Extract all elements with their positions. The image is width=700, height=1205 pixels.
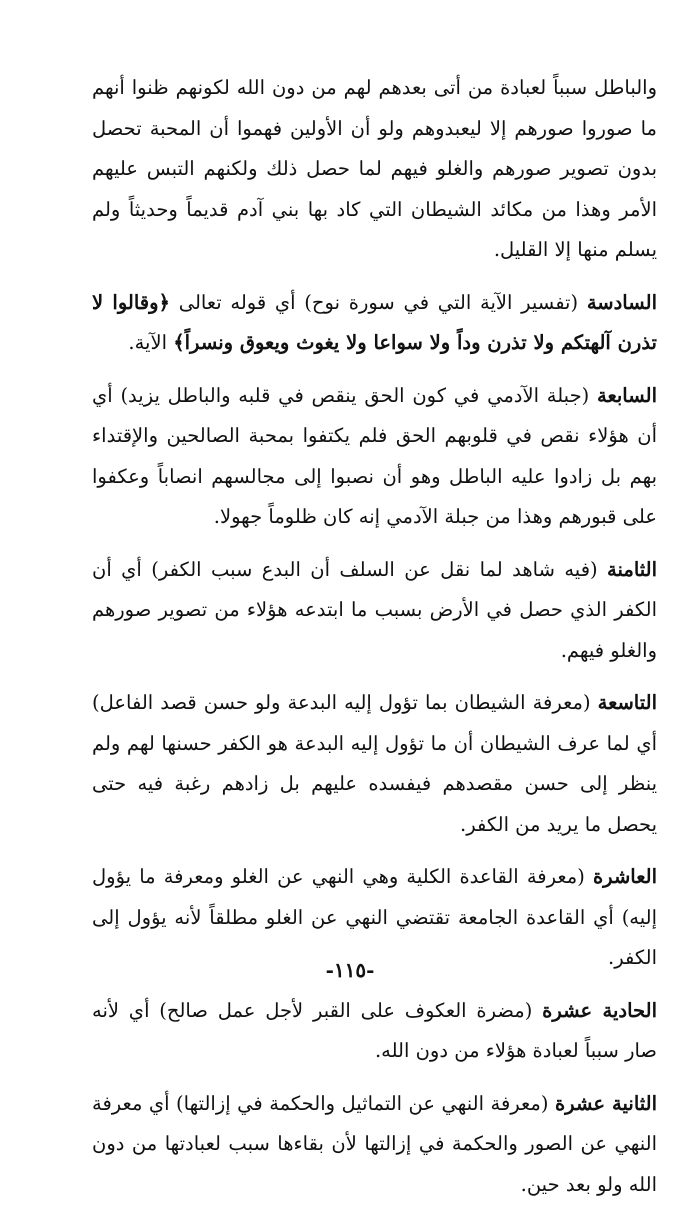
paragraph-3 xyxy=(92,376,657,538)
paragraph-7-text: (مضرة العكوف على القبر لأجل عمل صالح) أي لأنه صار سبباً لعبادة هؤلاء من دون الله. xyxy=(92,999,657,1063)
paragraph-1-text: والباطل سبباً لعبادة من أتى بعدهم لهم من دون الله لكونهم ظنوا أنهم ما صوروا صورهم إلا ليعبدوهم ولو أن الأولين فهموا أن المحبة تحصل بدون تصوير صورهم والغلو فيهم لما حصل ذلك ولكنهم التبس عليهم الأمر وهذا من مكائد الشيطان التي كاد بها بني آدم قديماً وحديثاً ولم يسلم منها إلا القليل. xyxy=(92,76,657,261)
paragraph-7 xyxy=(92,991,657,1072)
paragraph-1 xyxy=(92,68,657,271)
paragraph-2 xyxy=(92,283,657,364)
paragraph-5-text: (معرفة الشيطان بما تؤول إليه البدعة ولو حسن قصد الفاعل) أي لما عرف الشيطان أن ما تؤول إليه البدعة هو الكفر حسنها لهم ولم ينظر إلى حسن مقصدهم فيفسده عليهم بل زادهم رغبة فيه حتى يحصل ما يريد من الكفر. xyxy=(92,691,657,836)
paragraph-4-lead: الثامنة xyxy=(607,558,657,581)
paragraph-8-text: (معرفة النهي عن التماثيل والحكمة في إزالتها) أي معرفة النهي عن الصور والحكمة في إزالتها لأن بقاءها سبب لعبادتها من دون الله ولو بعد حين. xyxy=(92,1092,657,1196)
paragraph-8-lead: الثانية عشرة xyxy=(555,1092,657,1115)
paragraph-4 xyxy=(92,550,657,672)
paragraph-8 xyxy=(92,1084,657,1205)
paragraph-5-lead: التاسعة xyxy=(598,691,657,714)
paragraph-2-quote: ﴿وقالوا لا تذرن آلهتكم ولا تذرن وداً ولا سواعا ولا يغوث ويعوق ونسراً﴾ xyxy=(92,291,657,355)
paragraph-2-text: (تفسير الآية التي في سورة نوح) أي قوله تعالى xyxy=(170,291,587,314)
page-number: -١١٥- xyxy=(0,958,700,982)
paragraph-6-lead: العاشرة xyxy=(593,865,657,888)
page-text xyxy=(92,68,657,1205)
paragraph-2-lead: السادسة xyxy=(587,291,657,314)
paragraph-4-text: (فيه شاهد لما نقل عن السلف أن البدع سبب الكفر) أي أن الكفر الذي حصل في الأرض بسبب ما ابتدعه هؤلاء من تصوير صورهم والغلو فيهم. xyxy=(92,558,657,662)
paragraph-5 xyxy=(92,683,657,845)
paragraph-3-text: (جبلة الآدمي في كون الحق ينقص في قلبه والباطل يزيد) أي أن هؤلاء نقص في قلوبهم الحق فلم يكتفوا بمحبة الصالحين والإقتداء بهم بل زادوا عليه الباطل وهو أن نصبوا إلى مجالسهم انصاباً وعكفوا على قبورهم وهذا من جبلة الآدمي إنه كان ظلوماً جهولا. xyxy=(92,384,657,529)
paragraph-2-tail: الآية. xyxy=(128,331,173,354)
paragraph-3-lead: السابعة xyxy=(597,384,657,407)
paragraph-6-text: (معرفة القاعدة الكلية وهي النهي عن الغلو ومعرفة ما يؤول إليه) أي القاعدة الجامعة تقتضي النهي عن الغلو مطلقاً لأنه يؤول إلى الكفر. xyxy=(92,865,657,969)
paragraph-7-lead: الحادية عشرة xyxy=(542,999,657,1022)
